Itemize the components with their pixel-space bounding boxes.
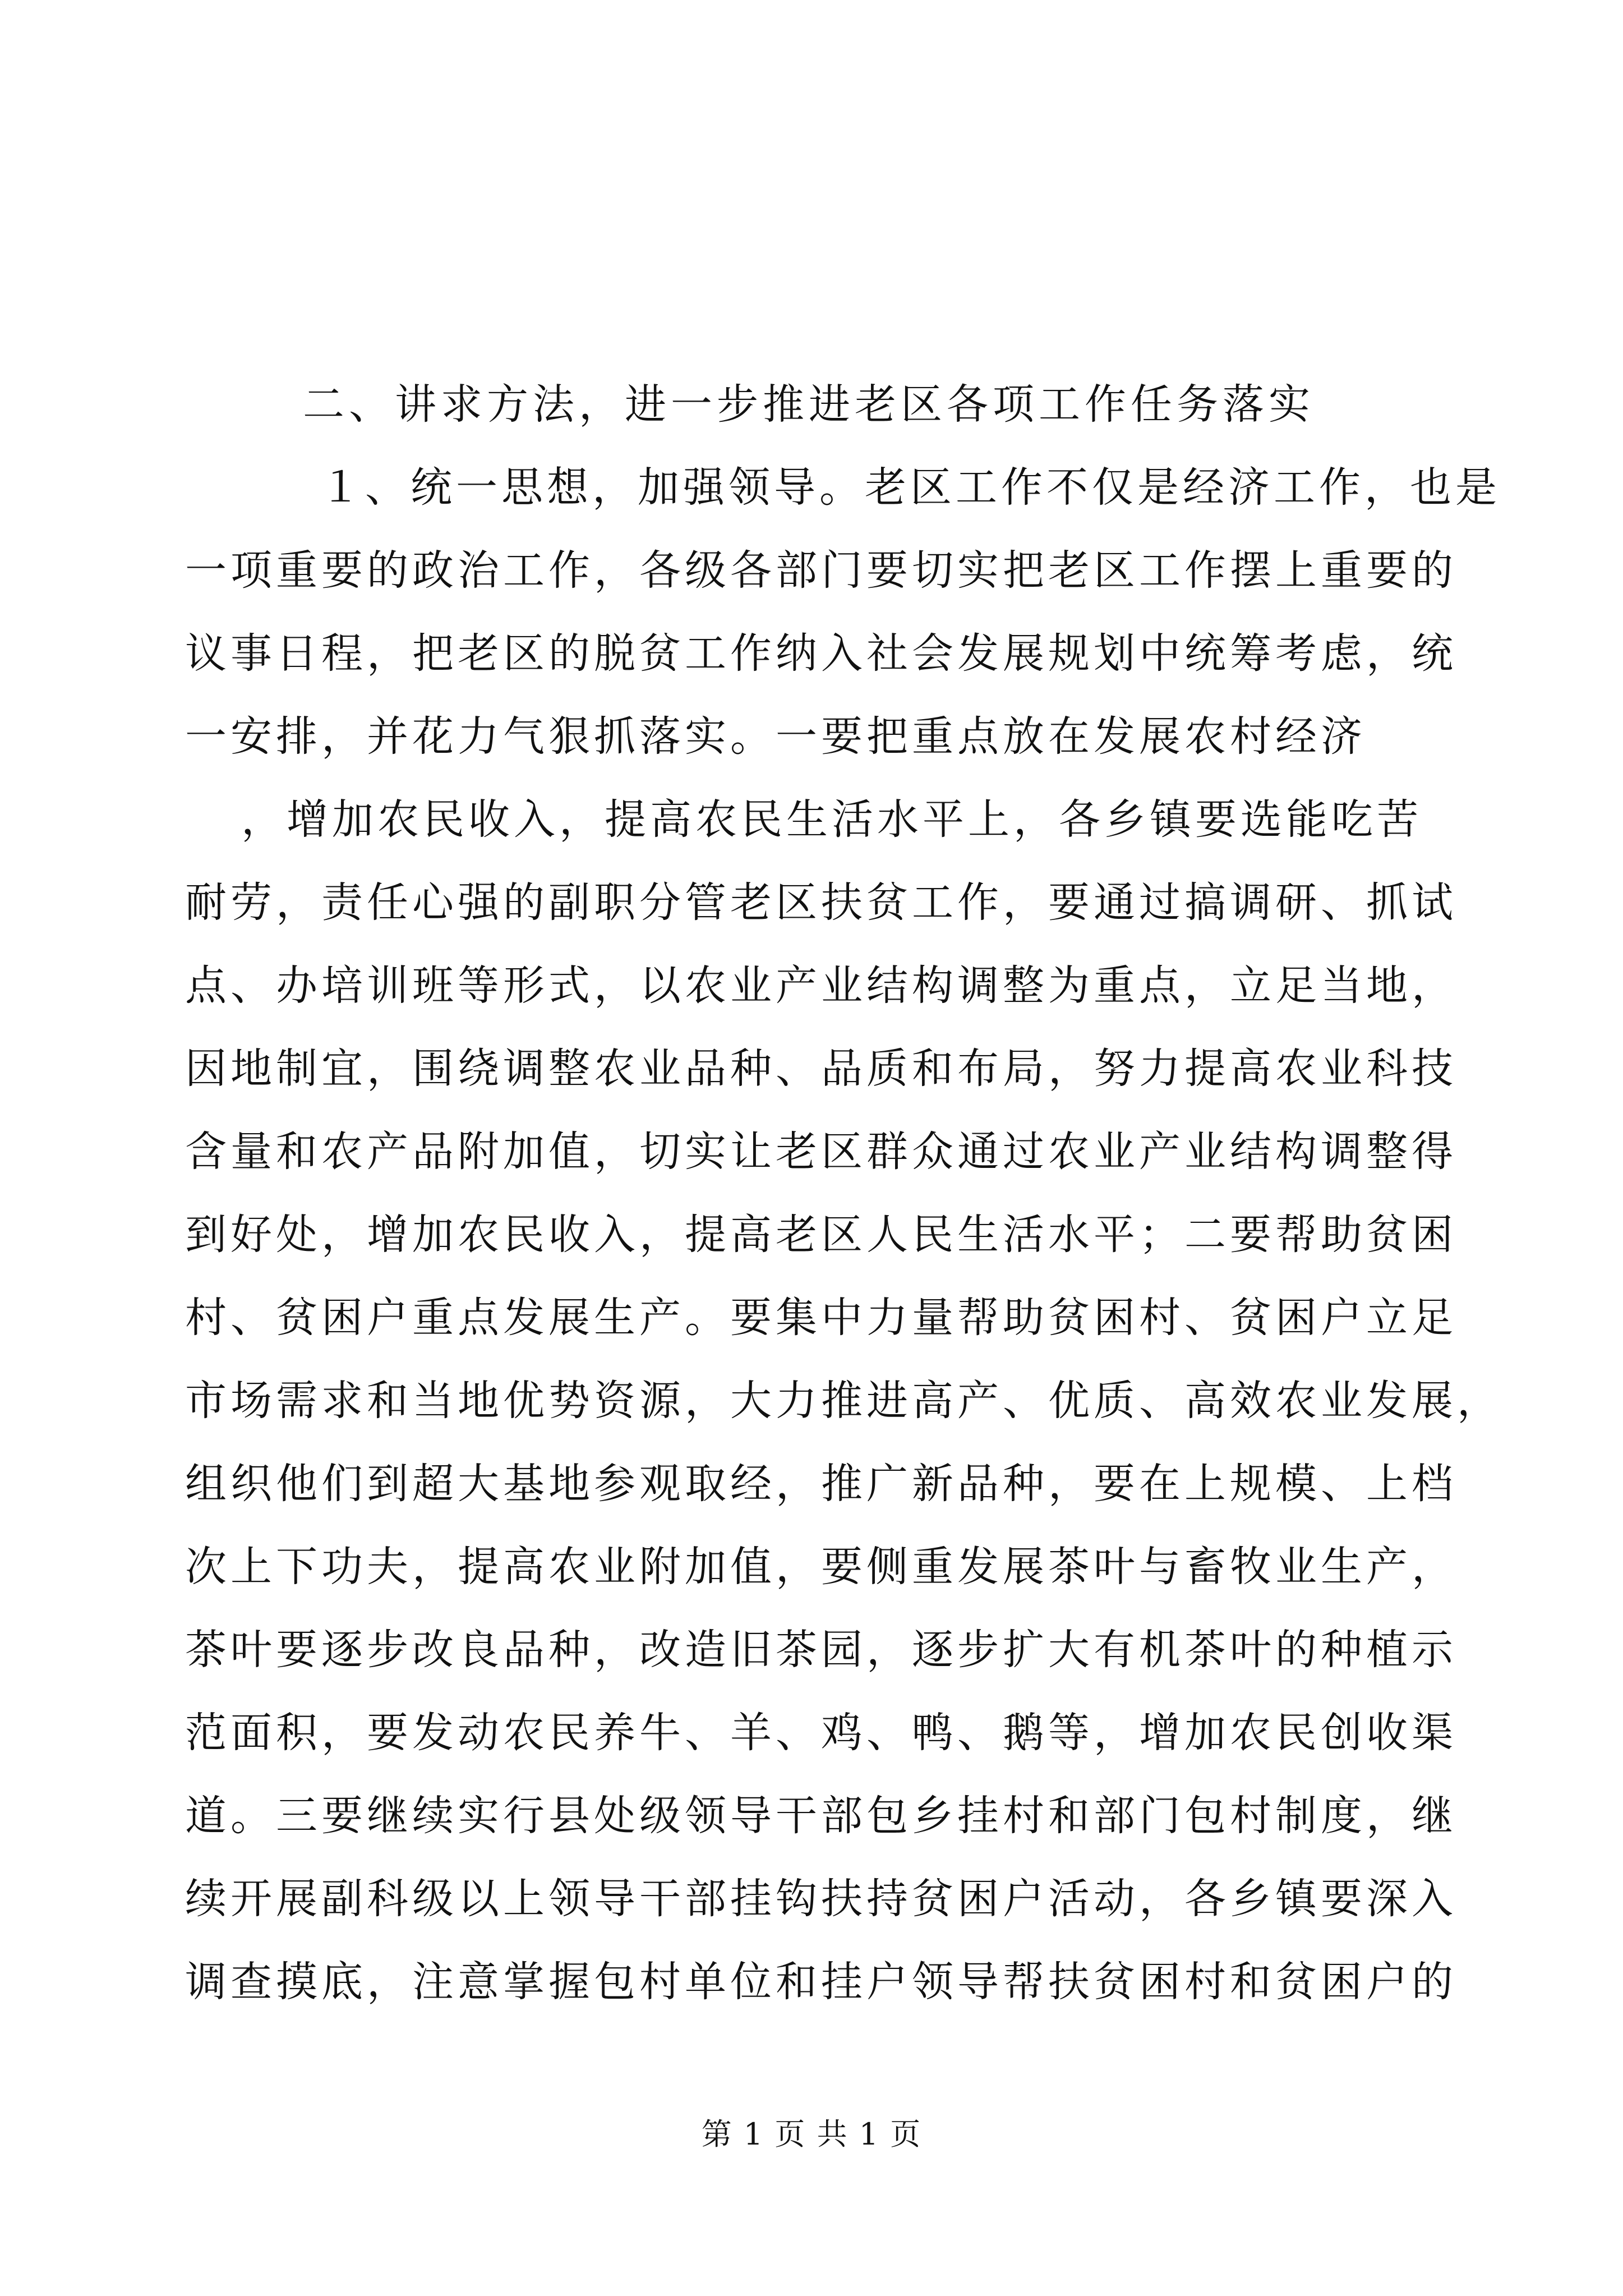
paragraph-line: １、统一思想，加强领导。老区工作不仅是经济工作，也是 (320, 463, 1501, 512)
body-text (185, 380, 1502, 2042)
page-number-label: 第 1 页 共 1 页 (701, 2116, 922, 2152)
paragraph-line: 市场需求和当地优势资源，大力推进高产、优质、高效农业发展， (185, 1377, 1502, 1425)
paragraph-line: 含量和农产品附加值，切实让老区群众通过农业产业结构调整得 (185, 1128, 1457, 1176)
section-heading: 二、讲求方法，进一步推进老区各项工作任务落实 (303, 380, 1315, 429)
paragraph-line: 点、办培训班等形式，以农业产业结构调整为重点，立足当地， (185, 961, 1457, 1010)
paragraph-line: 村、贫困户重点发展生产。要集中力量帮助贫困村、贫困户立足 (185, 1294, 1457, 1342)
paragraph-line: 续开展副科级以上领导干部挂钩扶持贫困户活动，各乡镇要深入 (185, 1875, 1457, 1923)
page-footer (0, 2118, 1623, 2151)
paragraph-line: 一项重要的政治工作，各级各部门要切实把老区工作摆上重要的 (185, 546, 1457, 595)
paragraph-line: 组织他们到超大基地参观取经，推广新品种，要在上规模、上档 (185, 1460, 1457, 1508)
paragraph-line: 次上下功夫，提高农业附加值，要侧重发展茶叶与畜牧业生产， (185, 1543, 1457, 1591)
paragraph-line: 道。三要继续实行县处级领导干部包乡挂村和部门包村制度，继 (185, 1792, 1457, 1840)
paragraph-line: 范面积，要发动农民养牛、羊、鸡、鸭、鹅等，增加农民创收渠 (185, 1709, 1457, 1757)
paragraph-line: 因地制宜，围绕调整农业品种、品质和布局，努力提高农业科技 (185, 1045, 1457, 1093)
paragraph-line: 调查摸底，注意掌握包村单位和挂户领导帮扶贫困村和贫困户的 (185, 1958, 1457, 2006)
paragraph-line: ，增加农民收入，提高农民生活水平上，各乡镇要选能吃苦 (241, 795, 1422, 844)
paragraph-line: 耐劳，责任心强的副职分管老区扶贫工作，要通过搞调研、抓试 (185, 878, 1457, 927)
paragraph-line: 议事日程，把老区的脱贫工作纳入社会发展规划中统筹考虑，统 (185, 629, 1457, 678)
paragraph-line: 茶叶要逐步改良品种，改造旧茶园，逐步扩大有机茶叶的种植示 (185, 1626, 1457, 1674)
paragraph-line: 一安排，并花力气狠抓落实。一要把重点放在发展农村经济 (185, 712, 1366, 761)
paragraph-line: 到好处，增加农民收入，提高老区人民生活水平；二要帮助贫困 (185, 1211, 1457, 1259)
